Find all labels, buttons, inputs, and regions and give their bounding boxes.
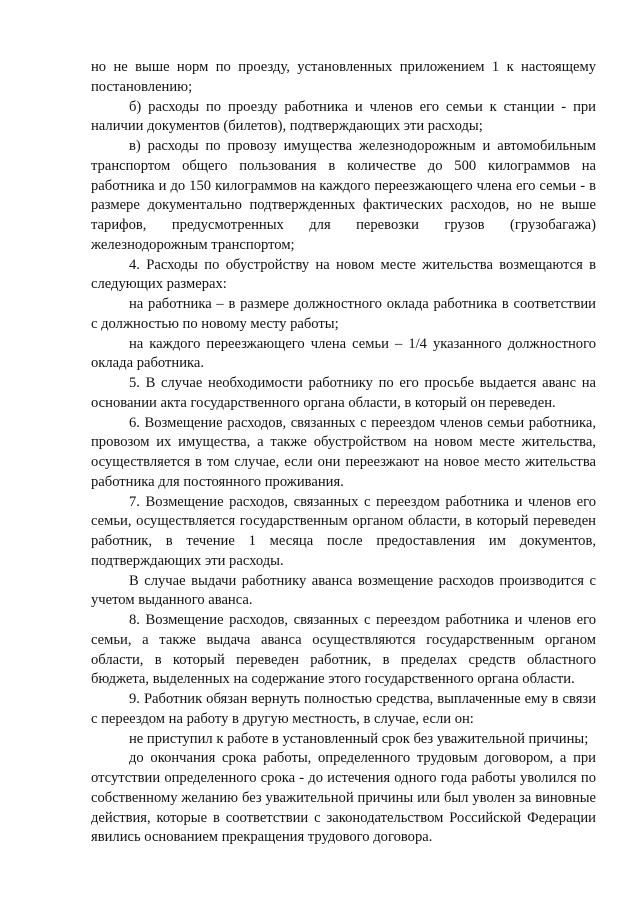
paragraph-section-4-family: на каждого переезжающего члена семьи – 1/4 указанного должностного оклада работника. [91,335,596,372]
paragraph-continuation: но не выше норм по проезду, установленных приложением 1 к настоящему постановлению; [91,59,596,95]
paragraph-section-9-dismissed: до окончания срока работы, определенного трудовым договором, а при отсутствии определенного срока - до истечения одного года работы уволился по собственному желанию без уважительной причины или был уволен за виновные действия, которые в соответствии с законодательством Российской Федерации явились основанием прекращения трудового договора. [91,750,596,846]
paragraph-section-5: 5. В случае необходимости работнику по его просьбе выдается аванс на основании акта государственного органа области, в который он переведен. [91,375,596,411]
paragraph-section-8: 8. Возмещение расходов, связанных с переездом работника и членов его семьи, а также выдача аванса осуществляются государственным органом области, в который переведен работник, в пределах средств областного бюджета, выделенных на содержание этого государственного органа области. [91,612,596,688]
paragraph-section-4-worker: на работника – в размере должностного оклада работника в соответствии с должностью по новому месту работы; [91,296,596,332]
paragraph-item-b: б) расходы по проезду работника и членов его семьи к станции - при наличии документов (билетов), подтверждающих эти расходы; [91,98,596,135]
paragraph-section-7-advance: В случае выдачи работнику аванса возмещение расходов производится с учетом выданного аванса. [91,572,596,609]
paragraph-section-6: 6. Возмещение расходов, связанных с переездом членов семьи работника, провозом их имущества, а также обустройством на новом месте жительства, осуществляется в том случае, если они переезжают на новое место жительства работника для постоянного проживания. [91,414,596,490]
paragraph-section-7: 7. Возмещение расходов, связанных с переездом работника и членов его семьи, осуществляется государственным органом области, в который переведен работник, в течение 1 месяца после предоставления им документов, подтверждающих эти расходы. [91,493,596,569]
paragraph-section-9: 9. Работник обязан вернуть полностью средства, выплаченные ему в связи с переездом на работу в другую местность, в случае, если он: [91,691,596,727]
paragraph-item-v: в) расходы по провозу имущества железнодорожным и автомобильным транспортом общего пользования в количестве до 500 килограммов на работника и до 150 килограммов на каждого переезжающего члена его семьи - в размере документально подтвержденных фактических расходов, но не выше тарифов, предусмотренных для перевозки грузов (грузобагажа) железнодорожным транспортом; [91,138,596,253]
paragraph-section-9-not-started: не приступил к работе в установленный срок без уважительной причины; [129,730,589,747]
document-page [91,58,596,848]
paragraph-section-4: 4. Расходы по обустройству на новом месте жительства возмещаются в следующих размерах: [91,256,596,293]
